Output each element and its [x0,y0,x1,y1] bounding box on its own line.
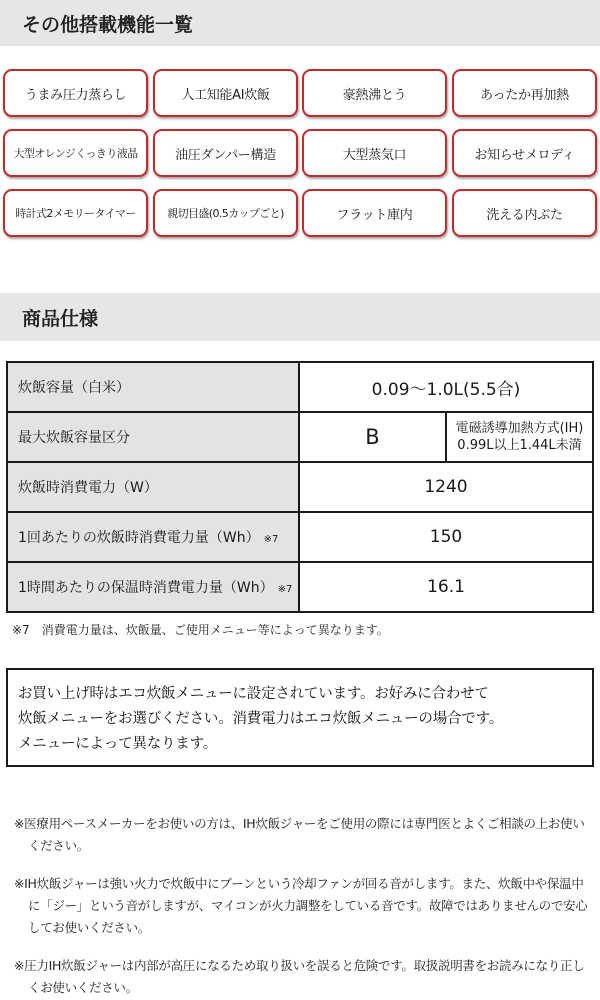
specs-section-title: 商品仕様 [0,293,600,341]
spec-footnote: ※7 消費電力量は、炊飯量、ご使用メニュー等によって異なります。 [12,623,389,637]
caution-note: ※IH炊飯ジャーは強い火力で炊飯中にブーンという冷却ファンが回る音がします。また、炊飯中や保温中に「ジー」という音がしますが、マイコンが火力調整をしている音です。故障ではありませんので安心してお使いください。 [14,876,588,935]
spec-grade: B [299,412,446,462]
spec-value: 16.1 [299,562,593,612]
spec-note: ※7 [277,584,293,595]
feature-item: 豪熱沸とう [302,69,447,117]
spec-label: 最大炊飯容量区分 [7,412,299,462]
table-row [7,512,593,562]
table-row [7,562,593,612]
caution-note: ※圧力IH炊飯ジャーは内部が高圧になるため取り扱いを誤ると危険です。取扱説明書をお読みになり正しくお使いください。 [14,958,585,995]
eco-notice-line: メニューによって異なります。 [18,736,218,752]
feature-item: 人工知能AI炊飯 [153,69,298,117]
spec-value: 150 [299,512,593,562]
feature-item: 大型オレンジくっきり液晶 [3,129,148,177]
spec-label: 1回あたりの炊飯時消費電力量（Wh） [18,530,260,546]
spec-method: 電磁誘導加熱方式(IH) [455,421,584,436]
spec-note: ※7 [263,534,279,545]
spec-label-cell [7,562,299,612]
eco-notice-line: お買い上げ時はエコ炊飯メニューに設定されています。お好みに合わせて [18,686,489,702]
spec-value: 0.09～1.0L(5.5合) [299,362,593,412]
spec-method-cell [446,412,593,462]
features-section-title: その他搭載機能一覧 [0,0,600,46]
spec-table [6,361,594,613]
spec-label: 炊飯容量（白米） [7,362,299,412]
table-row [7,462,593,512]
feature-item: 洗える内ぶた [452,189,597,237]
feature-item: フラット庫内 [302,189,447,237]
spec-label: 炊飯時消費電力（W） [7,462,299,512]
feature-item: 時計式2メモリータイマー [3,189,148,237]
spec-range: 0.99L以上1.44L未満 [457,438,582,453]
feature-item: あったか再加熱 [452,69,597,117]
caution-notes [14,813,594,1000]
caution-note: ※医療用ペースメーカーをお使いの方は、IH炊飯ジャーをご使用の際には専門医とよくご相談の上お使いください。 [14,816,585,853]
spec-value: 1240 [299,462,593,512]
feature-item: 大型蒸気口 [302,129,447,177]
table-row [7,362,593,412]
eco-notice-box [6,668,594,767]
spec-label: 1時間あたりの保温時消費電力量（Wh） [18,580,274,596]
feature-item: 油圧ダンパー構造 [153,129,298,177]
table-row [7,412,593,462]
feature-item: うまみ圧力蒸らし [3,69,148,117]
feature-item: 親切目盛(0.5カップごと) [153,189,298,237]
feature-item: お知らせメロディ [452,129,597,177]
spec-label-cell [7,512,299,562]
eco-notice-line: 炊飯メニューをお選びください。消費電力はエコ炊飯メニューの場合です。 [18,711,504,727]
